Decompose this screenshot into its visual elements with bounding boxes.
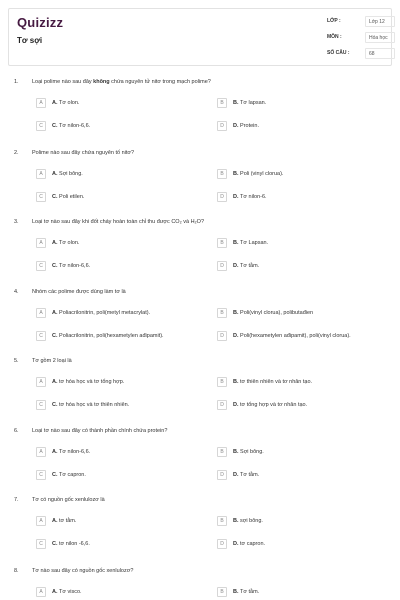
answer-text [52,171,83,177]
answer-text [233,449,264,455]
question-2 [0,150,400,220]
answer-checkbox[interactable]: B [217,516,227,526]
answer-text [52,541,90,547]
question-text-part: chứa nguyên tử nitơ trong mạch polime? [109,79,211,85]
answer-checkbox[interactable]: C [36,400,46,410]
answer-text [52,194,84,200]
answer-label: B. [233,240,241,246]
answer-checkbox[interactable]: A [36,98,46,108]
answer-checkbox[interactable]: B [217,169,227,179]
answer-label: B. [233,589,241,595]
question-4 [0,289,400,359]
answer-label: C. [52,472,60,478]
answer-value: Sợi bông. [59,171,83,177]
answer-label: A. [52,379,60,385]
meta-label: SỐ CÂU : [327,50,350,56]
question-text-part: Loại tơ nào sau đây khi đốt cháy hoàn toàn chỉ thu được CO₂ và H₂O? [32,219,205,225]
question-7 [0,497,400,567]
answer-value: Poli etilen. [59,194,85,200]
answer-value: tơ tổng hợp và tơ nhân tạo. [240,402,308,408]
question-number: 3. [14,219,19,225]
answer-value: Poli(hexametylen ađipamit), poli(vinyl clorua). [240,333,351,339]
question-8 [0,568,400,600]
answer-text [233,589,259,595]
answer-checkbox[interactable]: D [217,192,227,202]
answer-checkbox[interactable]: B [217,447,227,457]
question-text [32,358,72,364]
answer-label: D. [233,402,241,408]
meta-label: LỚP : [327,18,341,24]
answer-label: A. [52,100,60,106]
answer-label: B. [233,379,241,385]
answer-checkbox[interactable]: C [36,192,46,202]
answer-label: B. [233,171,241,177]
answer-checkbox[interactable]: C [36,121,46,131]
answer-label: A. [52,518,60,524]
answer-text [52,472,86,478]
answer-text [52,100,79,106]
answer-label: D. [233,333,241,339]
answer-value: Tơ tằm. [240,472,260,478]
question-number: 7. [14,497,19,503]
meta-value: Lớp 12 [365,16,395,27]
answer-text [233,333,351,339]
answer-checkbox[interactable]: C [36,539,46,549]
answer-text [233,194,267,200]
meta-subject [327,32,397,44]
question-text-part: Loại tơ nào sau đây có thành phần chính chứa protein? [32,428,168,434]
answer-text [52,402,129,408]
answer-value: Tơ lapsan. [240,100,267,106]
question-text [32,568,133,574]
answer-text [52,310,150,316]
answer-label: D. [233,194,241,200]
answer-label: B. [233,449,241,455]
answer-value: Tơ Lapsan. [240,240,269,246]
answer-label: D. [233,472,241,478]
worksheet-title: Tơ sợi [17,36,43,45]
answer-label: A. [52,449,60,455]
answer-text [233,518,263,524]
question-5 [0,358,400,428]
answer-text [233,310,313,316]
question-text [32,219,204,225]
answer-label: A. [52,589,60,595]
answer-checkbox[interactable]: A [36,377,46,387]
answer-checkbox[interactable]: A [36,238,46,248]
answer-checkbox[interactable]: D [217,470,227,480]
answer-label: C. [52,541,60,547]
answer-text [52,263,90,269]
answer-value: tơ capron. [240,541,266,547]
question-text [32,428,167,434]
answer-value: tơ nilon -6,6. [59,541,90,547]
answer-label: B. [233,100,241,106]
answer-checkbox[interactable]: D [217,400,227,410]
question-text [32,79,211,85]
answer-value: Tơ nilon-6,6. [59,123,91,129]
question-number: 2. [14,150,19,156]
question-3 [0,219,400,289]
question-6 [0,428,400,498]
answer-label: C. [52,263,60,269]
question-number: 8. [14,568,19,574]
answer-value: Tơ nilon-6,6. [59,263,91,269]
answer-label: C. [52,402,60,408]
answer-text [52,449,90,455]
answer-value: tơ hóa học và tơ thiên nhiên. [59,402,130,408]
answer-text [233,123,259,129]
answer-value: Tơ capron. [59,472,86,478]
answer-label: D. [233,541,241,547]
answer-text [52,123,90,129]
answer-text [233,263,259,269]
answer-label: D. [233,263,241,269]
question-text-part: Polime nào sau đây chứa nguyên tố nitơ? [32,150,135,156]
question-text-part: Tơ gồm 2 loại là [32,358,72,364]
answer-value: Tơ olon. [59,240,80,246]
answer-checkbox[interactable]: B [217,308,227,318]
meta-value: Hóa học [365,32,395,43]
answer-checkbox[interactable]: D [217,331,227,341]
answer-checkbox[interactable]: C [36,261,46,271]
meta-value: 68 [365,48,395,59]
answer-checkbox[interactable]: C [36,331,46,341]
answer-label: C. [52,123,60,129]
answer-value: Poli (vinyl clorua). [240,171,284,177]
meta-grade [327,16,397,28]
answer-checkbox[interactable]: D [217,539,227,549]
answer-value: tơ thiên nhiên và tơ nhân tạo. [240,379,313,385]
answer-value: Poli(vinyl clorua), polibutađien [240,310,314,316]
meta-label: MÔN : [327,34,342,40]
answer-checkbox[interactable]: A [36,516,46,526]
answer-checkbox[interactable]: A [36,587,46,597]
answer-value: tơ tằm. [59,518,77,524]
question-emphasis: không [93,79,110,85]
answer-text [52,518,76,524]
answer-label: D. [233,123,241,129]
answer-checkbox[interactable]: B [217,377,227,387]
question-text-part: Nhóm các polime được dùng làm tơ là [32,289,126,295]
answer-value: Poliacrilonitrin, poli(metyl metacrylat). [59,310,151,316]
answer-value: Tơ nilon-6,6. [59,449,91,455]
answer-value: Tơ visco. [59,589,82,595]
answer-checkbox[interactable]: B [217,587,227,597]
answer-checkbox[interactable]: D [217,261,227,271]
answer-checkbox[interactable]: A [36,308,46,318]
answer-checkbox[interactable]: D [217,121,227,131]
answer-text [52,379,124,385]
question-text [32,289,126,295]
answer-value: Poliacrilonitrin, poli(hexametylen ađipamit). [59,333,164,339]
answer-value: tơ hóa học và tơ tổng hợp. [59,379,125,385]
answer-value: Protein. [240,123,259,129]
answer-text [52,589,82,595]
answer-checkbox[interactable]: B [217,98,227,108]
answer-text [233,171,283,177]
quizizz-logo: Quizizz [17,15,64,30]
answer-label: A. [52,240,60,246]
answer-checkbox[interactable]: B [217,238,227,248]
answer-text [233,472,259,478]
question-text [32,497,105,503]
answer-checkbox[interactable]: C [36,470,46,480]
answer-value: Tơ nilon-6. [240,194,267,200]
answer-label: C. [52,333,60,339]
answer-value: Tơ tằm. [240,589,260,595]
answer-checkbox[interactable]: A [36,447,46,457]
question-text-part: Tơ có nguồn gốc xenlulozơ là [32,497,105,503]
answer-value: Tơ tằm. [240,263,260,269]
answer-text [52,333,164,339]
answer-value: Sợi bông. [240,449,264,455]
question-number: 6. [14,428,19,434]
answer-label: A. [52,310,60,316]
question-1 [0,79,400,149]
answer-label: B. [233,310,241,316]
question-text-part: Tơ nào sau đây có nguồn gốc xenlulozơ? [32,568,134,574]
question-number: 4. [14,289,19,295]
answer-text [52,240,79,246]
answer-label: A. [52,171,60,177]
answer-text [233,100,266,106]
question-text-part: Loại polime nào sau đây [32,79,94,85]
answer-value: Tơ olon. [59,100,80,106]
question-number: 1. [14,79,19,85]
question-text [32,150,134,156]
worksheet-header [8,8,392,66]
answer-text [233,379,312,385]
answer-text [233,402,307,408]
question-number: 5. [14,358,19,364]
answer-text [233,541,265,547]
answer-text [233,240,268,246]
answer-value: sợi bông. [240,518,263,524]
meta-question-count [327,48,397,60]
answer-label: B. [233,518,241,524]
answer-checkbox[interactable]: A [36,169,46,179]
answer-label: C. [52,194,60,200]
